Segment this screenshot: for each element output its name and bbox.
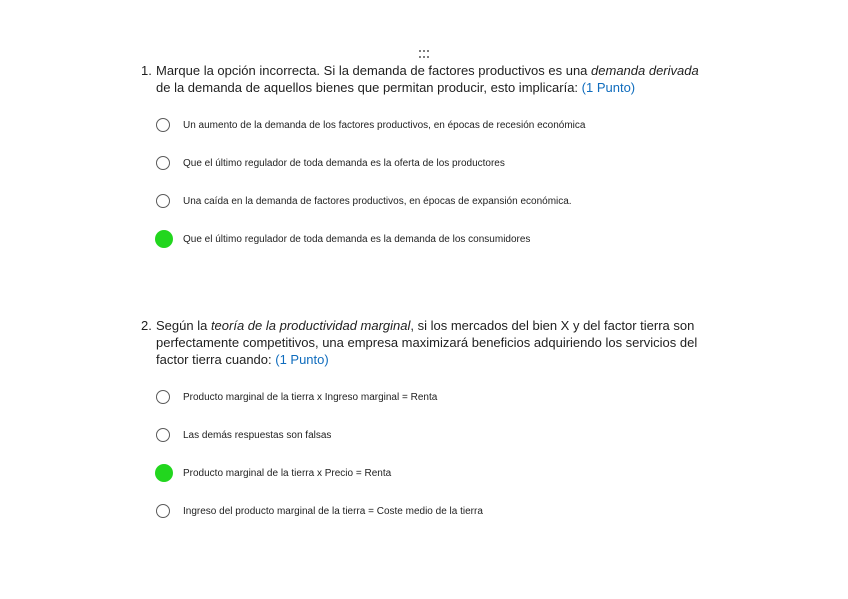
option-radio[interactable] (141, 182, 701, 220)
option-radio[interactable] (141, 144, 701, 182)
radio-selected-icon[interactable] (155, 230, 173, 248)
question-title (141, 62, 701, 96)
radio-icon[interactable] (156, 156, 170, 170)
points-label: (1 Punto) (275, 352, 329, 367)
option-label: Una caída en la demanda de factores productivos, en épocas de expansión económica. (183, 195, 572, 207)
question-number: 1. (141, 63, 152, 78)
option-label: Producto marginal de la tierra x Precio = Renta (183, 467, 392, 479)
question-1 (141, 62, 701, 258)
question-text: Marque la opción incorrecta. Si la demanda de factores productivos es una (156, 63, 592, 78)
option-radio[interactable] (141, 416, 701, 454)
question-number: 2. (141, 318, 152, 333)
question-text: de la demanda de aquellos bienes que permitan producir, esto implicaría: (156, 80, 582, 95)
points-label: (1 Punto) (581, 80, 636, 95)
radio-icon[interactable] (156, 390, 170, 404)
radio-selected-icon[interactable] (155, 464, 173, 482)
option-label: Producto marginal de la tierra x Ingreso marginal = Renta (183, 391, 438, 403)
question-emphasis: teoría de la productividad marginal (210, 318, 411, 333)
question-text: Según la (156, 318, 211, 333)
radio-icon[interactable] (156, 118, 170, 132)
radio-icon[interactable] (156, 504, 170, 518)
question-text: , si los mercados del bien X y del factor tierra son perfectamente competitivos, una empresa maximizará beneficios adquiriendo los servicios del factor tierra cuando: (156, 318, 698, 367)
option-label: Ingreso del producto marginal de la tierra = Coste medio de la tierra (183, 505, 483, 517)
option-label: Las demás respuestas son falsas (183, 429, 332, 441)
options-list (141, 378, 701, 530)
option-label: Que el último regulador de toda demanda es la demanda de los consumidores (183, 233, 531, 245)
option-radio[interactable] (141, 492, 701, 530)
options-list (141, 106, 701, 258)
radio-icon[interactable] (156, 428, 170, 442)
option-radio[interactable] (141, 378, 701, 416)
question-emphasis: demanda derivada (591, 63, 699, 78)
option-label: Un aumento de la demanda de los factores productivos, en épocas de recesión económica (183, 119, 586, 131)
drag-handle-icon[interactable] (419, 50, 431, 60)
option-label: Que el último regulador de toda demanda es la oferta de los productores (183, 157, 505, 169)
option-radio-selected[interactable] (141, 454, 701, 492)
question-title (141, 317, 701, 368)
option-radio[interactable] (141, 106, 701, 144)
option-radio-selected[interactable] (141, 220, 701, 258)
radio-icon[interactable] (156, 194, 170, 208)
question-2 (141, 317, 701, 530)
